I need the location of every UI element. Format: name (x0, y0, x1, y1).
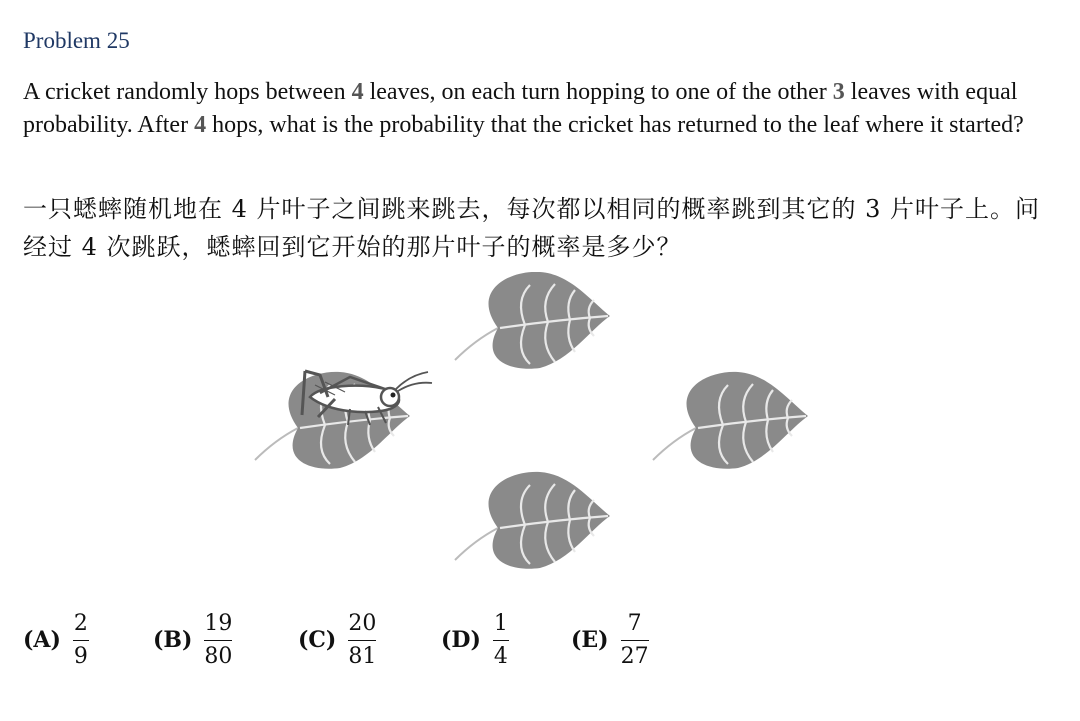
leaf-count: 4 (351, 79, 364, 105)
fraction (348, 610, 376, 671)
choice-label: (D) (441, 627, 481, 653)
fraction-bar (73, 640, 89, 641)
choice-c[interactable] (298, 606, 376, 674)
numerator: 20 (348, 610, 377, 636)
fraction (621, 610, 649, 671)
fraction-bar (204, 640, 232, 641)
problem-english-text (23, 76, 1058, 142)
denominator: 9 (73, 643, 88, 669)
choice-b[interactable] (153, 606, 232, 674)
numerator: 19 (204, 610, 233, 636)
leaves-figure (250, 272, 820, 582)
fraction-bar (493, 640, 509, 641)
problem-chinese-text: 一只蟋蟀随机地在 4 片叶子之间跳来跳去，每次都以相同的概率跳到其它的 3 片叶子上。问经过 4 次跳跃，蟋蟀回到它开始的那片叶子的概率是多少？ (23, 195, 1041, 261)
numerator: 1 (493, 610, 508, 636)
denominator: 81 (348, 643, 377, 669)
fraction-bar (621, 640, 649, 641)
text-part: leaves, on each turn hopping to one of the other (363, 79, 833, 105)
leaf-bottom (455, 472, 610, 569)
numerator: 7 (627, 610, 642, 636)
choice-label: (C) (298, 627, 337, 653)
hop-count: 4 (194, 112, 207, 138)
fraction-bar (348, 640, 376, 641)
numerator: 2 (73, 610, 88, 636)
text-part: leaves with equal probability. After (23, 79, 1018, 138)
leaf-right (653, 372, 808, 469)
other-leaf-count: 3 (832, 79, 845, 105)
text-part: A cricket randomly hops between (23, 79, 352, 105)
denominator: 80 (204, 643, 233, 669)
text-part: hops, what is the probability that the cricket has returned to the leaf where it started? (206, 112, 1024, 138)
denominator: 27 (620, 643, 649, 669)
choice-d[interactable] (441, 606, 509, 674)
leaf-top (455, 272, 610, 369)
choice-e[interactable] (571, 606, 649, 674)
choice-label: (B) (153, 627, 193, 653)
problem-title: Problem 25 (23, 28, 130, 53)
fraction (493, 610, 509, 671)
fraction (73, 610, 89, 671)
choice-label: (A) (23, 627, 61, 653)
denominator: 4 (493, 643, 508, 669)
fraction (204, 610, 232, 671)
choice-a[interactable] (23, 606, 89, 674)
choice-label: (E) (571, 627, 609, 653)
